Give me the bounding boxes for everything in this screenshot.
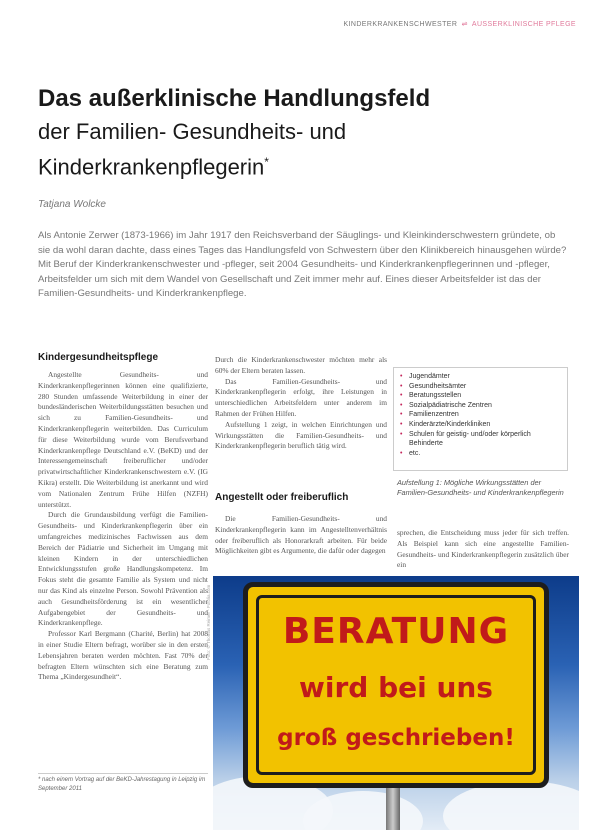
column-2: [215, 355, 387, 452]
sign-pole: [386, 784, 400, 830]
footnote-mark: *: [264, 155, 269, 169]
bullet-icon: •: [400, 401, 403, 409]
list-item: • Kinderärzte/Kinderkliniken: [400, 420, 491, 428]
bullet-icon: •: [400, 420, 403, 428]
yellow-sign: [243, 582, 549, 788]
running-header: [343, 20, 576, 28]
article-author: Tatjana Wolcke: [38, 199, 106, 210]
sign-text-line-1: BERATUNG: [282, 611, 510, 652]
bullet-icon: •: [400, 411, 403, 419]
col3-paragraph-1: sprechen, die Entscheidung muss jeder für sich treffen. Als Beispiel kann sich eine angestellte Familien-Gesundheits- und Kinderkrankenpflegerin zusätzlich über ein: [397, 528, 569, 570]
list-item: • Sozialpädiatrische Zentren: [400, 401, 492, 409]
article-title: Das außerklinische Handlungsfeld: [38, 85, 431, 112]
bullet-icon: •: [400, 392, 403, 400]
section-heading-angestellt: Angestellt oder freiberuflich: [215, 492, 349, 503]
bullet-icon: •: [400, 373, 403, 380]
cloud-shape: [443, 781, 579, 830]
bullet-icon: •: [400, 382, 403, 390]
bullet-icon: •: [400, 449, 403, 457]
column-1: [38, 370, 208, 683]
article-subtitle: [38, 117, 558, 182]
header-topic-label: AUSSERKLINISCHE PFLEGE: [471, 21, 576, 28]
header-section-label: KINDERKRANKENSCHWESTER: [343, 21, 458, 28]
column-2-lower: [215, 514, 387, 557]
subtitle-text: der Familien- Gesundheits- und Kinderkrankenpflegerin: [38, 119, 347, 180]
sign-photo: [213, 576, 579, 830]
list-item: • Schulen für geistig- und/oder körperlich Behinderte: [400, 430, 531, 448]
col2-paragraph-3: Aufstellung 1 zeigt, in welchen Einrichtungen und Wirkungsstätten die Familien-Gesundheits- und Kinderkrankenpflegerin beruflich tätig wird.: [215, 419, 387, 451]
bullet-icon: •: [400, 430, 403, 438]
column-3: [397, 528, 569, 571]
col2-paragraph-4: Die Familien-Gesundheits- und Kinderkrankenpflegerin kann im Angestelltenverhältnis oder freiberuflich als Honorarkraft arbeiten. Für beide Möglichkeiten gibt es Argumente, die dafür oder dagegen: [215, 514, 387, 556]
sign-text-line-2: wird bei uns: [299, 671, 493, 704]
col1-paragraph-2: Durch die Grundausbildung verfügt die Familien-Gesundheits- und Kinderkrankenpflegerin über ein umfangreiches medizinisches Fachwissen aus dem Bereich der Pädiatrie und Sicherheit im Umgang mit kleinen Kindern in der unterschiedlichen Entwicklungsstufen große Handlungskompetenz. Im Fokus steht die gesamte Familie als System und nicht nur das Kind als einzelne Person. Sowohl Prävention als auch Gesundheitsförderung ist ein wesentlicher Aufgabengebiet der Gesundheits- und Kinderkrankenpflege.: [38, 510, 208, 628]
col2-paragraph-1: Durch die Kinderkrankenschwester möchten mehr als 60% der Eltern beraten lassen.: [215, 355, 387, 375]
sign-text-line-3: groß geschrieben!: [277, 725, 515, 751]
list-caption: Aufstellung 1: Mögliche Wirkungsstätten der Familien-Gesundheits- und Kinderkrankenpflegerin: [397, 478, 564, 497]
col2-paragraph-2: Das Familien-Gesundheits- und Kinderkrankenpflegerin erfolgt, ihre Leistungen in unterschiedlichen Arbeitsfeldern unter anderem im Rahmen der Frühen Hilfen.: [215, 376, 387, 418]
list-item: • Gesundheitsämter: [400, 382, 467, 390]
workplaces-list-box: [393, 367, 568, 471]
list-item: • Beratungsstellen: [400, 392, 462, 400]
photo-credit: Foto: © Thomas Reimer - Fotolia.com: [206, 584, 211, 660]
col1-paragraph-3: Professor Karl Bergmann (Charité, Berlin) hat 2008 in einer Studie Eltern befragt, worüber sie in den ersten Lebensjahren beraten werden möchten. Fast 70% der befragten Eltern wünschten sich eine Beratung zum Thema „Kindergesundheit“.: [38, 629, 208, 682]
section-heading-kindergesundheitspflege: Kindergesundheitspflege: [38, 352, 159, 363]
list-item: • Familienzentren: [400, 411, 459, 419]
list-item: • Jugendämter: [400, 373, 450, 380]
list-item: • etc.: [400, 449, 421, 457]
workplaces-list: [400, 372, 561, 458]
article-intro: Als Antonie Zerwer (1873-1966) im Jahr 1917 den Reichsverband der Säuglings- und Kleinkinderschwestern gründete, ob sie da wohl daran dachte, dass eines Tages das Handlungsfeld von Schwestern über den Klinikbereich hinausgehen würde? Mit Beruf der Kinderkrankenschwester und -pfleger, seit 2004 Gesundheits- und Kinderkrankenpflegerinnen und -pfleger, Arbeitsfelder um sich mit dem Wandel von Gesellschaft und Zeit immer mehr auf. Eines dieser Arbeitsfelder ist das der Familien-Gesundheits- und Kinderkrankenpflege.: [38, 230, 567, 299]
footnote: * nach einem Vortrag auf der BeKD-Jahrestagung in Leipzig im September 2011: [38, 773, 208, 793]
col1-paragraph-1: Angestellte Gesundheits- und Kinderkrankenpflegerinnen können eine qualifizierte, 280 Stunden umfassende Weiterbildung in einer der bundesländerischen Weiterbildungsstätten besuchen und sich zu Familien-Gesundheits- und Kinderkrankenpflegerin weiterbilden. Das Curriculum für diese Weiterbildung wurde vom Berufsverband Kinderkrankenpflege Deutschland e.V. (BeKD) und der Interessengemeinschaft freiberuflicher und/oder privatwirtschaftlicher Kinderkrankenschwestern e.V. (IG Kikra) erstellt. Die Weiterbildung ist anerkannt und wird vom Nationalen Zentrum Frühe Hilfen (NZFH) unterstützt.: [38, 370, 208, 509]
header-separator-icon: ⇌: [461, 21, 468, 28]
